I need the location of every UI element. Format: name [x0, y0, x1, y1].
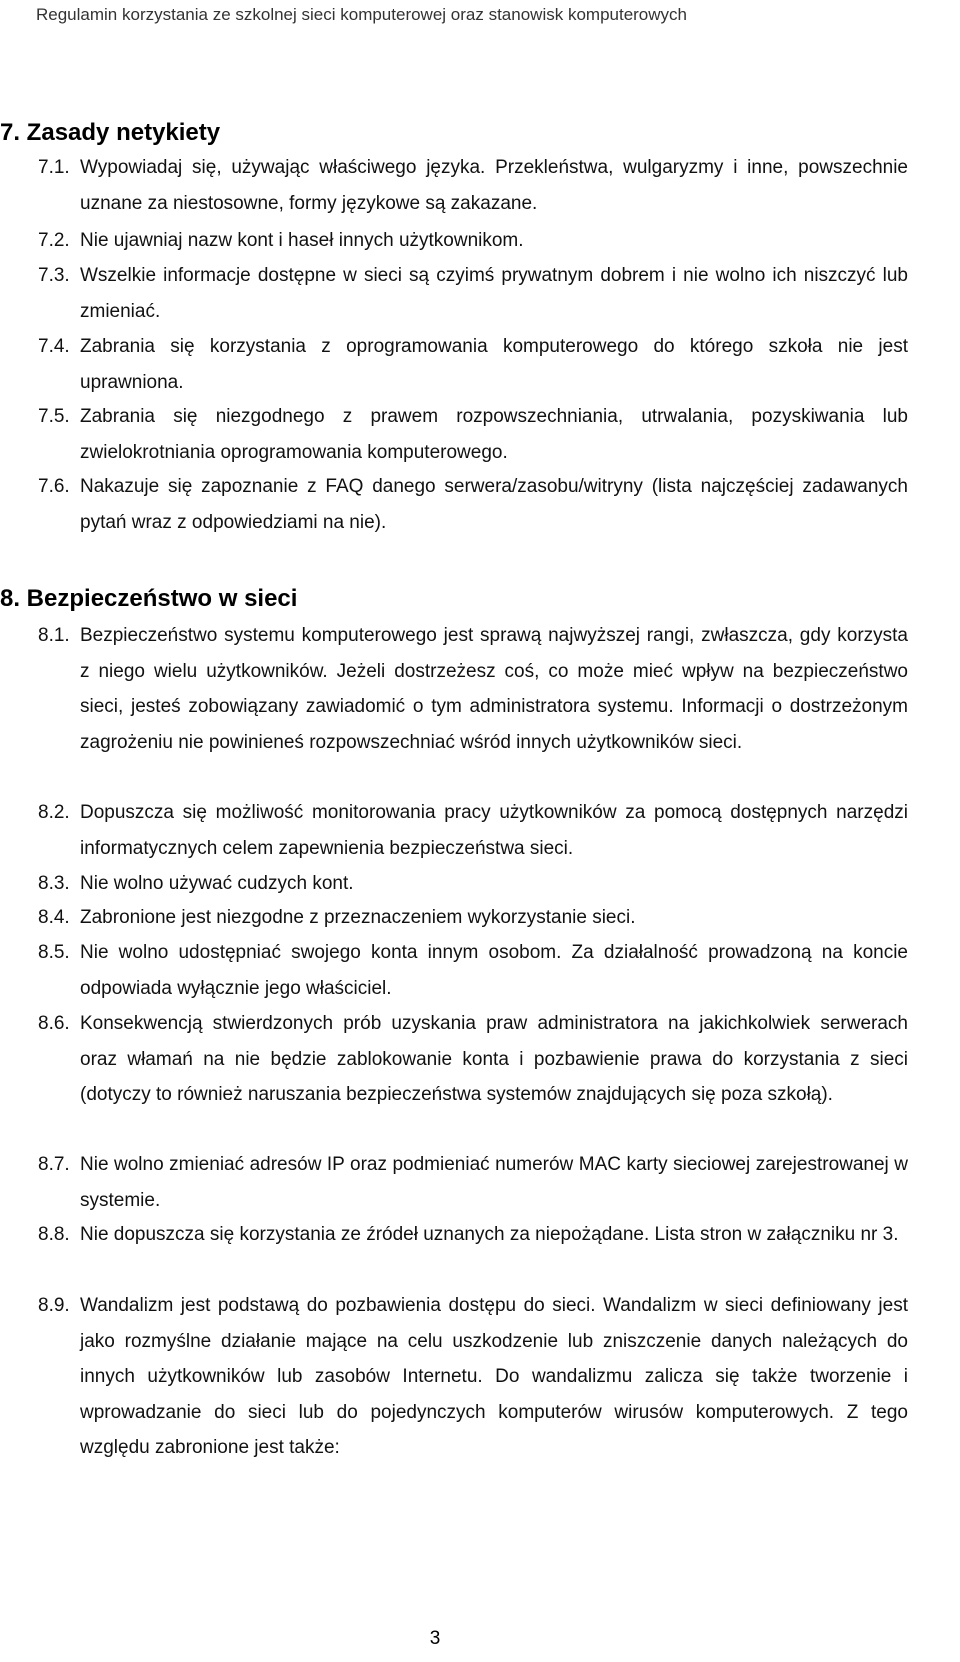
item-text: Wypowiadaj się, używając właściwego języka. Przekleństwa, wulgaryzmy i inne, powszechnie uznane za niestosowne, formy językowe są zakazane. — [80, 157, 908, 214]
item-text: Nie wolno udostępniać swojego konta innym osobom. Za działalność prowadzoną na koncie odpowiada wyłącznie jego właściciel. — [80, 942, 908, 999]
item-number: 7.6. — [38, 476, 70, 497]
item-number: 8.3. — [38, 873, 70, 894]
list-item-8-3 — [38, 866, 908, 902]
item-text: Nie dopuszcza się korzystania ze źródeł uznanych za niepożądane. Lista stron w załączniku nr 3. — [80, 1224, 899, 1245]
item-text: Nakazuje się zapoznanie z FAQ danego serwera/zasobu/witryny (lista najczęściej zadawanych pytań wraz z odpowiedziami na nie). — [80, 476, 908, 533]
list-item-8-8 — [38, 1217, 908, 1253]
item-number: 7.4. — [38, 336, 70, 357]
item-text: Zabronione jest niezgodne z przeznaczeniem wykorzystanie sieci. — [80, 907, 636, 928]
section-7-title: 7. Zasady netykiety — [0, 119, 221, 146]
section-8-title: 8. Bezpieczeństwo w sieci — [0, 585, 298, 612]
item-number: 8.1. — [38, 625, 70, 646]
list-item-8-5 — [38, 935, 908, 1006]
list-item-8-4 — [38, 900, 908, 936]
item-number: 8.9. — [38, 1295, 70, 1316]
list-item-8-7 — [38, 1147, 908, 1218]
item-number: 8.8. — [38, 1224, 70, 1245]
item-text: Nie wolno zmieniać adresów IP oraz podmieniać numerów MAC karty sieciowej zarejestrowanej w systemie. — [80, 1154, 908, 1211]
item-number: 8.4. — [38, 907, 70, 928]
item-number: 7.1. — [38, 157, 70, 178]
list-item-8-1 — [38, 618, 908, 760]
item-text: Nie ujawniaj nazw kont i haseł innych użytkownikom. — [80, 230, 524, 251]
item-number: 7.3. — [38, 265, 70, 286]
list-item-8-9 — [38, 1288, 908, 1466]
list-item-7-2 — [38, 223, 908, 259]
item-text: Bezpieczeństwo systemu komputerowego jest sprawą najwyższej rangi, zwłaszcza, gdy korzysta z niego wielu użytkowników. Jeżeli dostrzeżesz coś, co może mieć wpływ na bezpieczeństwo sieci, jesteś zobowiązany zawiadomić o tym administratora systemu. Informacji o dostrzeżonym zagrożeniu nie powinieneś rozpowszechniać wśród innych użytkowników sieci. — [80, 625, 908, 753]
item-number: 7.5. — [38, 406, 70, 427]
item-text: Zabrania się korzystania z oprogramowania komputerowego do którego szkoła nie jest uprawniona. — [80, 336, 908, 393]
list-item-8-2 — [38, 795, 908, 866]
item-text: Wandalizm jest podstawą do pozbawienia dostępu do sieci. Wandalizm w sieci definiowany jest jako rozmyślne działanie mające na celu uszkodzenie lub zniszczenie danych należących do innych użytkowników lub zasobów Internetu. Do wandalizmu zalicza się także tworzenie i wprowadzanie do sieci lub do pojedynczych komputerów wirusów komputerowych. Z tego względu zabronione jest także: — [80, 1295, 908, 1458]
item-text: Dopuszcza się możliwość monitorowania pracy użytkowników za pomocą dostępnych narzędzi informatycznych celem zapewnienia bezpieczeństwa sieci. — [80, 802, 908, 859]
list-item-7-5 — [38, 399, 908, 470]
item-text: Konsekwencją stwierdzonych prób uzyskania praw administratora na jakichkolwiek serwerach oraz włamań na nie będzie zablokowanie konta i pozbawienie prawa do korzystania z sieci (dotyczy to również naruszania bezpieczeństwa systemów znajdujących się poza szkołą). — [80, 1013, 908, 1105]
list-item-7-6 — [38, 469, 908, 540]
item-text: Zabrania się niezgodnego z prawem rozpowszechniania, utrwalania, pozyskiwania lub zwielokrotniania oprogramowania komputerowego. — [80, 406, 908, 463]
item-text: Wszelkie informacje dostępne w sieci są czyimś prywatnym dobrem i nie wolno ich niszczyć lub zmieniać. — [80, 265, 908, 322]
list-item-8-6 — [38, 1006, 908, 1113]
item-text: Nie wolno używać cudzych kont. — [80, 873, 354, 894]
list-item-7-1 — [38, 150, 908, 221]
list-item-7-3 — [38, 258, 908, 329]
list-item-7-4 — [38, 329, 908, 400]
item-number: 8.5. — [38, 942, 70, 963]
item-number: 8.7. — [38, 1154, 70, 1175]
page-header: Regulamin korzystania ze szkolnej sieci komputerowej oraz stanowisk komputerowych — [36, 5, 687, 24]
item-number: 8.6. — [38, 1013, 70, 1034]
item-number: 8.2. — [38, 802, 70, 823]
item-number: 7.2. — [38, 230, 70, 251]
page-number: 3 — [429, 1628, 441, 1649]
